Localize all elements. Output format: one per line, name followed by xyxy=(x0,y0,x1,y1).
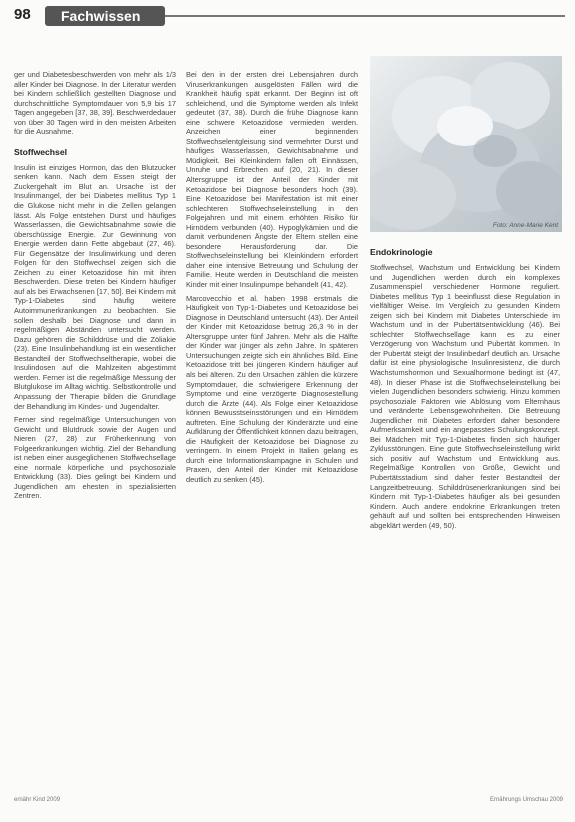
column-2-paragraph: Marcovecchio et al. haben 1998 erstmals die Häufigkeit von Typ-1-Diabetes und Ketoazidose bei Diagnose in Deutschland untersucht (43). Der Anteil der Kinder mit Ketoazidose betrug 26,3 % in der Altersgruppe unter fünf Jahren. Mehr als die Hälfte der Kinder war jünger als zehn Jahre. In späteren Untersuchungen zeigte sich ein ähnliches Bild. Eine Ketoazidose tritt bei jüngeren Kindern häufiger auf als bei älteren. Zu den Ursachen zählen die kürzere Symptomdauer, die schwierigere Erkennung der Symptome und eine verzögerte Diagnosestellung durch die Ärzte (44). Als Folge einer Ketoazidose können Bewusstseinsstörungen und ein Hirnödem auftreten. Eine Schulung der Kinderärzte und eine Aufklärung der Öffentlichkeit können dazu beitragen, die Häufigkeit der Ketoazidose bei Diagnose zu verringern. In einem Projekt in Italien gelang es durch eine Informationskampagne in Schulen und Praxen, den Anteil der Kinder mit Ketoazidose deutlich zu senken (45). xyxy=(186,293,358,484)
header-rule xyxy=(165,15,565,17)
heading-endokrinologie: Endokrinologie xyxy=(370,247,433,257)
text-column-1 xyxy=(14,70,176,780)
text-column-2 xyxy=(186,70,358,780)
footer-right: Ernährungs Umschau 2009 xyxy=(489,797,563,803)
column-1-intro: ger und Diabetesbeschwerden von mehr als 1/3 aller Kinder bei Diagnose. In der Literatur werden bei Kindern schließlich gestellten Diagnose und durchschnittliche Symptomdauer von 5,9 bis 17 Tagen angegeben [37, 38, 39]. Beschwerdedauer von über 30 Tagen wird in den meisten Arbeiten für die Ausnahme. xyxy=(14,70,176,137)
photo-credit: Foto: Anne-Marie Kent xyxy=(492,222,558,229)
section-tab: Fachwissen xyxy=(45,6,165,26)
column-1-paragraph: Ferner sind regelmäßige Untersuchungen von Gewicht und Blutdruck sowie der Augen und Nieren (27, 28) zur Früherkennung von Folgeerkrankungen wichtig. Ziel der Behandlung ist neben einer ausgeglichenen Stoffwechsellage eine normale körperliche und psychosoziale Entwicklung (33). Dies gelingt bei Kindern und Jugendlichen am ehesten in spezialisierten Zentren. xyxy=(14,415,176,501)
heading-stoffwechsel: Stoffwechsel xyxy=(14,146,68,157)
column-3-paragraph: Stoffwechsel, Wachstum und Entwicklung bei Kindern und Jugendlichen werden durch ein komplexes Zusammenspiel verschiedener Hormone reguliert. Diabetes mellitus Typ 1 beeinflusst diese Regulation in vielfältiger Weise. Im Vergleich zu gesunden Kindern zeigen sich bei Kindern mit Diabetes Unterschiede im Wachstum und in der Pubertätsentwicklung (46). Bei schlechter Stoffwechsellage kann es zu einer Verzögerung von Wachstum und Pubertät kommen. In der Pubertät steigt der Insulinbedarf deutlich an. Ursache dafür ist eine physiologische Insulinresistenz, die durch Wachstumshormon und Sexualhormone bedingt ist (47, 48). In dieser Phase ist die Stoffwechseleinstellung bei vielen Jugendlichen besonders schwierig. Hinzu kommen psychosoziale Faktoren wie Ablösung vom Elternhaus und veränderte Lebensgewohnheiten. Die Betreuung Jugendlicher mit Diabetes erfordert daher besondere Aufmerksamkeit und ein angepasstes Schulungskonzept. Bei Mädchen mit Typ-1-Diabetes finden sich häufiger Zyklusstörungen. Eine gute Stoffwechseleinstellung wirkt sich positiv auf Wachstum und Entwicklung aus. Regelmäßige Kontrollen von Größe, Gewicht und Pubertätsstadium sind daher fester Bestandteil der Langzeitbetreuung. Schilddrüsenerkrankungen sind bei Kindern mit Typ-1-Diabetes häufiger als bei gesunden Kindern. Auch andere endokrine Erkrankungen treten gehäuft auf und sollten bei entsprechenden Hinweisen abgeklärt werden (49, 50). xyxy=(370,263,560,530)
text-column-3 xyxy=(370,247,560,782)
photo-illustration xyxy=(370,56,562,232)
column-2-paragraph: Bei den in der ersten drei Lebensjahren durch Viruserkrankungen ausgelösten Fällen wird die Krankheit häufig spät erkannt. Der Beginn ist oft schleichend, und die Symptome werden als Infekt gedeutet (37, 38). Durch die frühe Diagnose kann eine schwere Ketoazidose vermieden werden. Anzeichen einer beginnenden Stoffwechselentgleisung sind vermehrter Durst und häufiges Wasserlassen, Gewichtsabnahme und Müdigkeit. Bei Kleinkindern fallen oft Einnässen, Unruhe und Erbrechen auf (20, 21). In dieser Altersgruppe ist der Anteil der Kinder mit Ketoazidose bei Diagnose besonders hoch (39). Eine Ketoazidose bei Manifestation ist mit einer schlechteren Stoffwechseleinstellung in den Folgejahren und mit einem erhöhten Risiko für Hirnödem verbunden (40). Hypoglykämien und die damit verbundenen Ängste der Eltern stellen eine besondere Herausforderung dar. Die Stoffwechseleinstellung bei Kleinkindern erfordert daher eine intensive Betreuung und Schulung der Familie. Heute werden in Deutschland die meisten Kinder mit einer Insulinpumpe behandelt (41, 42). xyxy=(186,70,358,290)
footer-left: ernähr Kind 2009 xyxy=(14,797,61,803)
page-number: 98 xyxy=(14,6,31,23)
photo xyxy=(370,56,562,232)
column-1-paragraph: Insulin ist einziges Hormon, das den Blutzucker senken kann. Nach dem Essen steigt der Zuckergehalt im Blut an. Ursache ist der Insulinmangel, der bei Diabetes mellitus Typ 1 die Glukose nicht mehr in die Zellen gelangen lässt. Als Folge entstehen Durst und häufiges Wasserlassen, die Gewichtsabnahme sowie die überschüssige Energie. Zur Gewinnung von Energie werden dann Fette abgebaut (27, 46). Für Gegensätze der Insulinwirkung und deren Folgen für den Stoffwechsel zeigen sich die Zeichen zu einer Ketoazidose hin mit ihren Beschwerden. Diese treten bei Kindern häufiger auf als bei Erwachsenen [17, 50]. Bei Kindern mit Typ-1-Diabetes sind häufig weitere Autoimmunerkrankungen zu beobachten. Sie sollen deshalb bei Diagnose und dann in regelmäßigen Abständen untersucht werden. Dazu gehören die Schilddrüse und die Zöliakie (23). Eine Insulinbehandlung ist ein wesentlicher Bestandteil der Stoffwechseltherapie, wobei die Insulindosen auf die Mahlzeiten abgestimmt werden. Ferner ist die regelmäßige Messung der Blutglukose im Alltag wichtig. Selbstkontrolle und Anpassung der Therapie bilden die Grundlage der Behandlung im Kindes- und Jugendalter. xyxy=(14,162,176,411)
